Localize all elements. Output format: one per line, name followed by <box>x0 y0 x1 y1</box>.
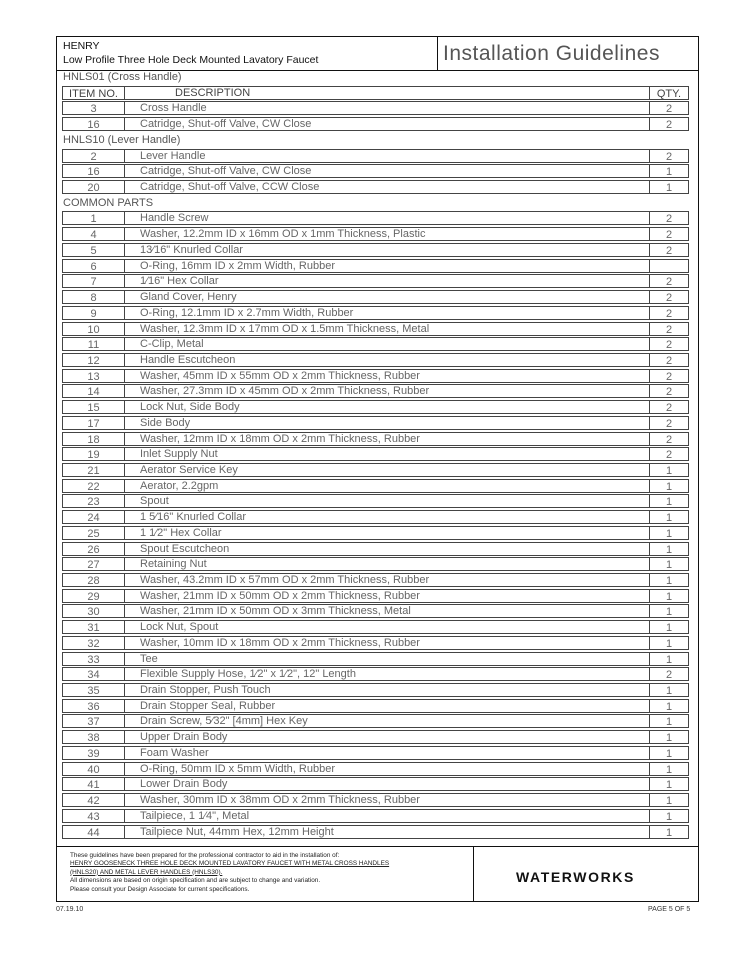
row-rule <box>125 652 649 666</box>
table-row <box>57 117 698 133</box>
table-row <box>57 683 698 699</box>
section-label: HNLS01 (Cross Handle) <box>63 71 182 83</box>
table-row <box>57 825 698 841</box>
item-qty: 1 <box>649 479 689 493</box>
item-qty: 1 <box>649 589 689 603</box>
item-qty: 2 <box>649 447 689 461</box>
item-description: Washer, 30mm ID x 38mm OD x 2mm Thickness, Rubber <box>140 794 420 807</box>
item-number: 29 <box>62 589 125 603</box>
item-description: Tailpiece Nut, 44mm Hex, 12mm Height <box>140 825 334 838</box>
item-number: 2 <box>62 149 125 163</box>
page-number: PAGE 5 OF 5 <box>648 906 691 913</box>
table-row <box>57 793 698 809</box>
table-row <box>57 432 698 448</box>
table-row <box>57 557 698 573</box>
item-description: Aerator, 2.2gpm <box>140 479 219 492</box>
item-description: Tee <box>140 652 158 665</box>
item-number: 12 <box>62 353 125 367</box>
item-number: 43 <box>62 809 125 823</box>
table-row <box>57 337 698 353</box>
table-row <box>57 526 698 542</box>
item-description: Catridge, Shut-off Valve, CW Close <box>140 118 312 131</box>
item-qty: 2 <box>649 432 689 446</box>
item-description: Washer, 12mm ID x 18mm OD x 2mm Thickness, Rubber <box>140 432 420 445</box>
table-row <box>57 589 698 605</box>
document-date: 07.19.10 <box>56 906 84 913</box>
table-row <box>57 243 698 259</box>
item-number: 32 <box>62 636 125 650</box>
item-description: Lower Drain Body <box>140 778 228 791</box>
installation-notes <box>57 847 474 902</box>
item-qty: 1 <box>649 683 689 697</box>
item-number: 27 <box>62 557 125 571</box>
column-header-qty: QTY. <box>649 86 689 100</box>
table-row <box>57 714 698 730</box>
item-number: 10 <box>62 322 125 336</box>
item-number: 20 <box>62 180 125 194</box>
item-description: Aerator Service Key <box>140 463 238 476</box>
item-qty: 1 <box>649 463 689 477</box>
item-description: Upper Drain Body <box>140 731 228 744</box>
table-row <box>57 101 698 117</box>
table-row <box>57 667 698 683</box>
table-row <box>57 463 698 479</box>
item-number: 17 <box>62 416 125 430</box>
item-qty: 2 <box>649 337 689 351</box>
table-row <box>57 369 698 385</box>
item-number: 34 <box>62 667 125 681</box>
item-number: 26 <box>62 542 125 556</box>
item-number: 16 <box>62 117 125 131</box>
item-qty: 2 <box>649 211 689 225</box>
item-description: 1 1⁄2" Hex Collar <box>140 526 222 539</box>
item-qty: 1 <box>649 180 689 194</box>
table-row <box>57 180 698 196</box>
product-brand: HENRY <box>63 40 100 52</box>
item-number: 7 <box>62 274 125 288</box>
table-row <box>57 573 698 589</box>
document-sheet <box>56 36 699 902</box>
item-qty: 2 <box>649 384 689 398</box>
item-qty: 1 <box>649 777 689 791</box>
item-qty: 2 <box>649 274 689 288</box>
table-row <box>57 542 698 558</box>
row-rule <box>125 494 649 508</box>
item-description: Cross Handle <box>140 102 207 115</box>
note-product-line: (HNLS20) AND METAL LEVER HANDLES (HNLS30). <box>70 868 223 876</box>
item-qty: 1 <box>649 557 689 571</box>
document-title: Installation Guidelines <box>443 42 660 65</box>
item-number: 40 <box>62 762 125 776</box>
item-description: C-Clip, Metal <box>140 338 204 351</box>
item-number: 24 <box>62 510 125 524</box>
item-description: O-Ring, 16mm ID x 2mm Width, Rubber <box>140 259 335 272</box>
item-description: Flexible Supply Hose, 1⁄2" x 1⁄2", 12" Length <box>140 668 356 681</box>
table-row <box>57 259 698 275</box>
item-qty: 2 <box>649 149 689 163</box>
item-number: 30 <box>62 604 125 618</box>
item-number: 5 <box>62 243 125 257</box>
item-number: 18 <box>62 432 125 446</box>
table-row <box>57 510 698 526</box>
table-row <box>57 620 698 636</box>
product-title-block <box>57 37 438 70</box>
table-row <box>57 400 698 416</box>
table-row <box>57 777 698 793</box>
item-description: Spout <box>140 495 169 508</box>
table-row <box>57 447 698 463</box>
section-label: HNLS10 (Lever Handle) <box>63 133 181 146</box>
item-description: Washer, 12.3mm ID x 17mm OD x 1.5mm Thickness, Metal <box>140 322 430 335</box>
item-number: 31 <box>62 620 125 634</box>
column-header-row <box>57 86 698 102</box>
item-number: 8 <box>62 290 125 304</box>
item-qty: 1 <box>649 699 689 713</box>
row-rule <box>125 416 649 430</box>
item-qty: 2 <box>649 243 689 257</box>
item-description: Retaining Nut <box>140 558 207 571</box>
item-description: Lock Nut, Side Body <box>140 401 240 414</box>
item-qty: 2 <box>649 117 689 131</box>
item-number: 19 <box>62 447 125 461</box>
item-qty: 1 <box>649 762 689 776</box>
product-name: Low Profile Three Hole Deck Mounted Lavatory Faucet <box>63 54 319 66</box>
item-qty: 1 <box>649 809 689 823</box>
item-qty: 1 <box>649 573 689 587</box>
table-row <box>57 636 698 652</box>
item-qty: 1 <box>649 526 689 540</box>
document-header <box>57 37 698 71</box>
item-qty: 1 <box>649 793 689 807</box>
table-row <box>57 746 698 762</box>
waterworks-logo: WATERWORKS <box>516 869 635 885</box>
item-description: Washer, 21mm ID x 50mm OD x 3mm Thickness, Metal <box>140 605 411 618</box>
item-qty: 1 <box>649 636 689 650</box>
item-number: 14 <box>62 384 125 398</box>
item-description: Washer, 10mm ID x 18mm OD x 2mm Thickness, Rubber <box>140 636 420 649</box>
item-number: 3 <box>62 101 125 115</box>
parts-list <box>57 70 698 840</box>
item-number: 11 <box>62 337 125 351</box>
item-description: 1⁄16" Hex Collar <box>140 275 219 288</box>
note-line: These guidelines have been prepared for the professional contractor to aid in the installation of: <box>70 852 340 859</box>
item-number: 36 <box>62 699 125 713</box>
item-qty: 2 <box>649 101 689 115</box>
table-row <box>57 809 698 825</box>
row-rule <box>125 337 649 351</box>
table-row <box>57 322 698 338</box>
item-description: Side Body <box>140 416 191 429</box>
table-row <box>57 479 698 495</box>
item-description: Tailpiece, 1 1⁄4", Metal <box>140 809 250 822</box>
item-description: Spout Escutcheon <box>140 542 230 555</box>
table-row <box>57 353 698 369</box>
item-qty: 1 <box>649 542 689 556</box>
item-qty: 2 <box>649 416 689 430</box>
item-number: 21 <box>62 463 125 477</box>
item-description: Lever Handle <box>140 149 206 162</box>
item-description: Drain Screw, 5⁄32" [4mm] Hex Key <box>140 715 308 728</box>
item-qty <box>649 259 689 273</box>
item-number: 1 <box>62 211 125 225</box>
item-qty: 2 <box>649 306 689 320</box>
table-row <box>57 384 698 400</box>
item-number: 37 <box>62 714 125 728</box>
table-row <box>57 164 698 180</box>
item-number: 42 <box>62 793 125 807</box>
note-line: Please consult your Design Associate for current specifications. <box>70 885 250 893</box>
item-number: 41 <box>62 777 125 791</box>
item-qty: 1 <box>649 494 689 508</box>
item-qty: 1 <box>649 604 689 618</box>
column-header-item: ITEM NO. <box>62 86 125 100</box>
item-description: Handle Escutcheon <box>140 353 236 366</box>
item-description: Foam Washer <box>140 746 209 759</box>
item-qty: 1 <box>649 825 689 839</box>
item-qty: 2 <box>649 227 689 241</box>
item-qty: 2 <box>649 353 689 367</box>
item-description: O-Ring, 12.1mm ID x 2.7mm Width, Rubber <box>140 306 354 319</box>
note-product-line: HENRY GOOSENECK THREE HOLE DECK MOUNTED LAVATORY FAUCET WITH METAL CROSS HANDLES <box>70 860 390 868</box>
section-header <box>57 196 698 212</box>
section-label: COMMON PARTS <box>63 196 154 209</box>
item-number: 25 <box>62 526 125 540</box>
item-number: 38 <box>62 730 125 744</box>
item-description: Drain Stopper, Push Touch <box>140 684 271 697</box>
item-number: 4 <box>62 227 125 241</box>
note-line: All dimensions are based on origin specification and are subject to change and variation. <box>70 877 321 885</box>
table-row <box>57 211 698 227</box>
item-number: 39 <box>62 746 125 760</box>
item-qty: 1 <box>649 164 689 178</box>
item-qty: 2 <box>649 667 689 681</box>
item-description: Washer, 43.2mm ID x 57mm OD x 2mm Thickness, Rubber <box>140 574 430 586</box>
table-row <box>57 762 698 778</box>
table-row <box>57 149 698 165</box>
item-qty: 1 <box>649 730 689 744</box>
section-header <box>57 133 698 149</box>
table-row <box>57 652 698 668</box>
item-qty: 2 <box>649 369 689 383</box>
item-number: 13 <box>62 369 125 383</box>
item-qty: 2 <box>649 290 689 304</box>
item-qty: 1 <box>649 714 689 728</box>
item-qty: 1 <box>649 652 689 666</box>
item-description: Washer, 21mm ID x 50mm OD x 2mm Thickness, Rubber <box>140 589 420 602</box>
item-description: Catridge, Shut-off Valve, CW Close <box>140 165 312 178</box>
item-number: 6 <box>62 259 125 273</box>
table-row <box>57 306 698 322</box>
item-qty: 2 <box>649 400 689 414</box>
item-qty: 1 <box>649 510 689 524</box>
table-row <box>57 416 698 432</box>
table-row <box>57 730 698 746</box>
item-description: Handle Screw <box>140 212 209 225</box>
item-description: 13⁄16" Knurled Collar <box>140 243 243 256</box>
table-row <box>57 494 698 510</box>
item-qty: 1 <box>649 620 689 634</box>
item-number: 35 <box>62 683 125 697</box>
item-description: Catridge, Shut-off Valve, CCW Close <box>140 181 320 194</box>
item-number: 15 <box>62 400 125 414</box>
item-qty: 2 <box>649 322 689 336</box>
item-description: 1 5⁄16" Knurled Collar <box>140 511 247 524</box>
document-footer <box>57 846 698 902</box>
item-description: Washer, 27.3mm ID x 45mm OD x 2mm Thickness, Rubber <box>140 385 430 398</box>
item-description: Washer, 45mm ID x 55mm OD x 2mm Thickness, Rubber <box>140 369 420 382</box>
item-number: 28 <box>62 573 125 587</box>
item-number: 22 <box>62 479 125 493</box>
section-header <box>57 70 698 86</box>
item-description: Washer, 12.2mm ID x 16mm OD x 1mm Thickness, Plastic <box>140 228 426 241</box>
item-description: Gland Cover, Henry <box>140 291 237 304</box>
item-number: 33 <box>62 652 125 666</box>
item-number: 44 <box>62 825 125 839</box>
item-description: O-Ring, 50mm ID x 5mm Width, Rubber <box>140 762 335 775</box>
table-row <box>57 699 698 715</box>
table-row <box>57 274 698 290</box>
column-header-description: DESCRIPTION <box>175 86 251 99</box>
item-description: Drain Stopper Seal, Rubber <box>140 699 276 712</box>
table-row <box>57 227 698 243</box>
table-row <box>57 604 698 620</box>
item-number: 16 <box>62 164 125 178</box>
item-number: 9 <box>62 306 125 320</box>
table-row <box>57 290 698 306</box>
item-description: Inlet Supply Nut <box>140 448 218 461</box>
item-description: Lock Nut, Spout <box>140 621 219 634</box>
item-qty: 1 <box>649 746 689 760</box>
item-number: 23 <box>62 494 125 508</box>
